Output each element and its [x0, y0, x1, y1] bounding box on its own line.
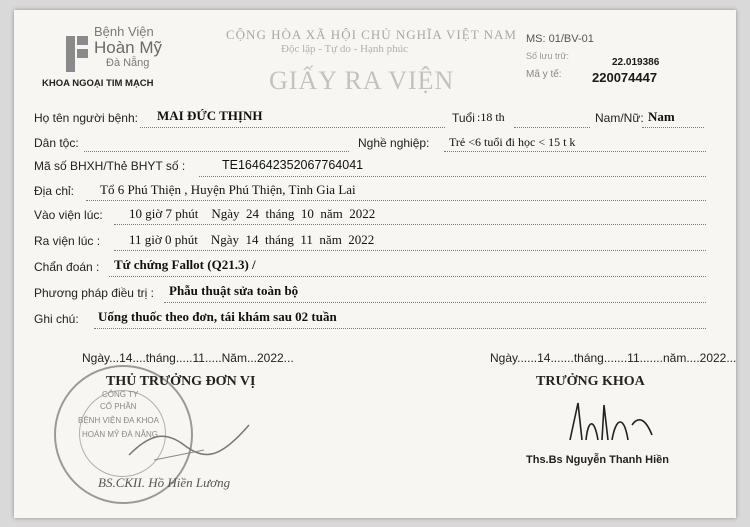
dotline	[444, 151, 706, 152]
left-signature-icon	[124, 415, 254, 470]
diagnosis-value: Tứ chứng Fallot (Q21.3) /	[114, 257, 256, 272]
sex-label: Nam/Nữ:	[595, 111, 644, 125]
insurance-value: TE164642352067764041	[222, 158, 364, 172]
sex-value: Nam	[648, 109, 675, 124]
age-value: :18 th	[477, 110, 505, 124]
insurance-label: Mã số BHXH/Thẻ BHYT số :	[34, 159, 186, 173]
note-value: Uống thuốc theo đơn, tái khám sau 02 tuần	[98, 309, 337, 324]
dotline	[114, 224, 706, 225]
hospital-name-line1: Bệnh Viện	[94, 24, 154, 39]
left-signer-title: THỦ TRƯỞNG ĐƠN VỊ	[106, 374, 256, 389]
discharge-label: Ra viện lúc :	[34, 234, 101, 248]
motto: Độc lập - Tự do - Hạnh phúc	[281, 43, 409, 55]
treatment-value: Phẫu thuật sửa toàn bộ	[169, 283, 299, 298]
right-signature-icon	[564, 395, 659, 450]
diagnosis-label: Chẩn đoán :	[34, 260, 100, 274]
dotline	[140, 127, 445, 128]
dotline	[84, 151, 349, 152]
stamp-line1: CÔNG TY	[102, 390, 139, 399]
republic-heading: CỘNG HÒA XÃ HỘI CHỦ NGHĨA VIỆT NAM	[226, 27, 517, 42]
dotline	[642, 127, 704, 128]
stamp-line3: BỆNH VIỆN ĐA KHOA	[78, 416, 159, 425]
medical-code-number: 220074447	[592, 70, 658, 85]
dotline	[86, 200, 706, 201]
dotline	[164, 302, 706, 303]
archive-label: Số lưu trữ:	[526, 51, 570, 61]
dotline	[114, 250, 706, 251]
form-code: MS: 01/BV-01	[526, 33, 594, 45]
stamp-line2: CỔ PHẦN	[100, 402, 137, 411]
hospital-name-line3: Đà Nẵng	[106, 57, 150, 69]
note-label: Ghi chú:	[34, 312, 79, 326]
patient-name-label: Họ tên người bệnh:	[34, 111, 138, 125]
admission-label: Vào viện lúc:	[34, 208, 103, 222]
document-title: GIẤY RA VIỆN	[269, 66, 455, 95]
address-value: Tổ 6 Phú Thiện , Huyện Phú Thiện, Tỉnh Gia Lai	[100, 182, 356, 197]
hospital-name-line2: Hoàn Mỹ	[94, 38, 163, 57]
admission-value: 10 giờ 7 phút Ngày 24 tháng 10 năm 2022	[129, 206, 376, 221]
discharge-paper	[14, 10, 736, 518]
department-name: KHOA NGOẠI TIM MẠCH	[42, 78, 154, 89]
job-label: Nghề nghiệp:	[358, 136, 430, 150]
dotline	[109, 276, 706, 277]
patient-name-value: MAI ĐỨC THỊNH	[157, 108, 263, 123]
archive-number: 22.019386	[612, 57, 660, 68]
job-value: Trẻ <6 tuổi đi học < 15 t k	[449, 135, 576, 149]
dotline	[94, 328, 706, 329]
right-signer-title: TRƯỞNG KHOA	[536, 374, 645, 389]
treatment-label: Phương pháp điều trị :	[34, 286, 154, 300]
medical-code-label: Mã y tế:	[526, 69, 562, 80]
right-date: Ngày......14.......tháng.......11.......năm....2022...	[490, 351, 736, 365]
hospital-logo-icon	[66, 36, 88, 72]
dotline	[514, 127, 590, 128]
left-date: Ngày...14....tháng.....11.....Năm...2022...	[82, 351, 294, 365]
ethnic-label: Dân tộc:	[34, 136, 79, 150]
address-label: Địa chỉ:	[34, 184, 75, 198]
discharge-value: 11 giờ 0 phút Ngày 14 tháng 11 năm 2022	[129, 232, 375, 247]
age-label: Tuổi	[452, 111, 475, 125]
left-signer-name: BS.CKII. Hồ Hiền Lương	[98, 475, 231, 490]
stamp-line4: HOÀN MỸ ĐÀ NẴNG	[82, 430, 159, 439]
right-signer-name: Ths.Bs Nguyễn Thanh Hiền	[526, 454, 670, 466]
dotline	[199, 176, 706, 177]
